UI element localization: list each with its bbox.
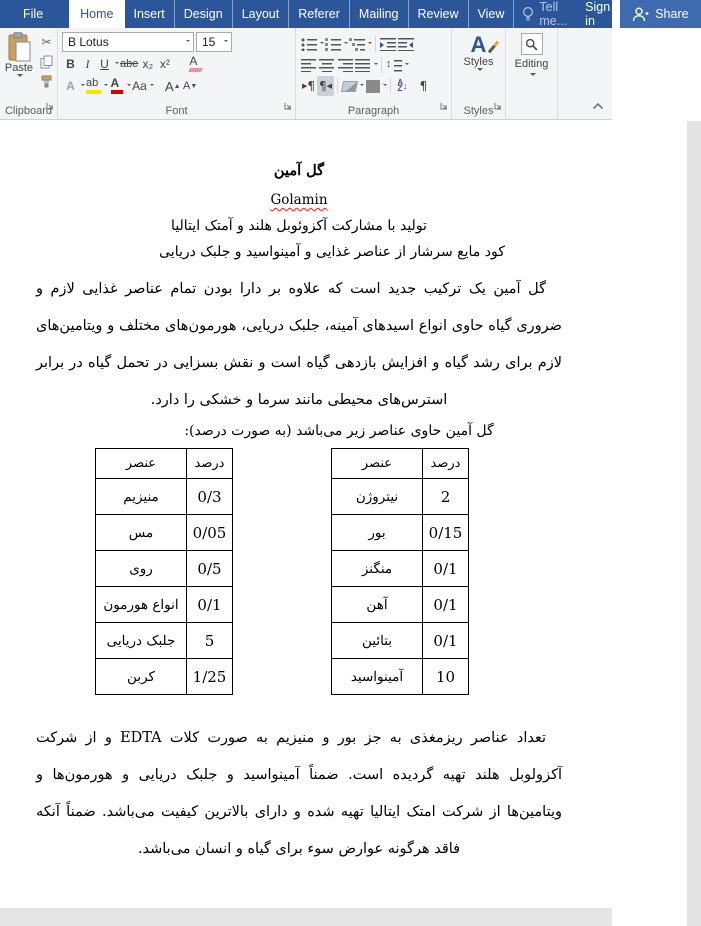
- bold-button[interactable]: B: [66, 57, 75, 71]
- percent-cell[interactable]: 0/1: [423, 551, 469, 587]
- percent-cell[interactable]: 0/15: [423, 515, 469, 551]
- percent-header[interactable]: درصد: [423, 449, 469, 479]
- element-cell[interactable]: بتائین: [332, 623, 423, 659]
- italic-button[interactable]: I: [85, 56, 90, 71]
- tell-me-box[interactable]: [514, 0, 575, 28]
- tab-review[interactable]: Review: [409, 0, 469, 28]
- table-row: [332, 623, 469, 659]
- paste-button[interactable]: [3, 32, 35, 94]
- tab-insert[interactable]: Insert: [125, 0, 175, 28]
- element-cell[interactable]: آمینواسید: [332, 659, 423, 695]
- line-spacing-dropdown-arrow[interactable]: [405, 63, 409, 67]
- element-tables: [19, 448, 545, 695]
- align-left-icon: [301, 59, 317, 72]
- text-effects-button[interactable]: A: [66, 79, 75, 93]
- table-row: [332, 515, 469, 551]
- clipboard-dialog-launcher[interactable]: [46, 97, 54, 115]
- sign-in-button[interactable]: Sign in: [585, 0, 611, 28]
- copy-button[interactable]: [38, 52, 55, 71]
- borders-icon: [366, 80, 380, 93]
- multilevel-dropdown-arrow[interactable]: [368, 42, 372, 46]
- tell-me-label: Tell me...: [539, 0, 568, 28]
- vertical-scrollbar[interactable]: [687, 121, 701, 926]
- tab-references[interactable]: Referer: [289, 0, 350, 28]
- element-cell[interactable]: انواع هورمون: [96, 587, 187, 623]
- shading-button[interactable]: [341, 76, 358, 96]
- share-person-icon: [632, 7, 649, 22]
- element-cell[interactable]: روی: [96, 551, 187, 587]
- percent-cell[interactable]: 1/25: [187, 659, 233, 695]
- table-row: [96, 479, 233, 515]
- ribbon-home: [0, 28, 612, 120]
- format-painter-icon: [40, 75, 53, 88]
- shrink-font-button[interactable]: A ▼: [182, 80, 198, 92]
- tab-file[interactable]: File: [23, 7, 44, 21]
- percent-cell[interactable]: 0/05: [187, 515, 233, 551]
- strikethrough-button[interactable]: abe: [120, 58, 139, 70]
- change-case-button[interactable]: Aa: [132, 79, 147, 93]
- styles-group: [452, 28, 506, 119]
- element-cell[interactable]: منیزیم: [96, 479, 187, 515]
- font-name-dropdown-arrow[interactable]: [186, 40, 190, 44]
- font-group-label: Font: [165, 105, 188, 117]
- tab-mailings[interactable]: Mailing: [350, 0, 409, 28]
- format-painter-button[interactable]: [38, 72, 55, 91]
- align-right-button[interactable]: [336, 55, 354, 75]
- styles-dialog-launcher[interactable]: [494, 97, 502, 115]
- table-row: [96, 587, 233, 623]
- search-icon: [521, 33, 543, 55]
- styles-dropdown-arrow[interactable]: [477, 68, 483, 74]
- doc-partnership-line[interactable]: تولید با مشارکت آکزوئوبل هلند و آمتک ایتالیا: [171, 218, 427, 234]
- element-cell[interactable]: بور: [332, 515, 423, 551]
- table-row: [332, 479, 469, 515]
- eraser-icon: A: [189, 56, 202, 72]
- share-label: Share: [655, 7, 689, 21]
- element-header[interactable]: عنصر: [332, 449, 423, 479]
- doc-description-line[interactable]: کود مایع سرشار از عناصر غذایی و آمینواسید و جلبک دریایی: [159, 244, 505, 260]
- paragraph-group-label: Paragraph: [347, 105, 400, 117]
- percent-cell[interactable]: 2: [423, 479, 469, 515]
- highlight-icon: ab: [86, 78, 101, 94]
- paste-dropdown-arrow[interactable]: [17, 74, 23, 80]
- page-bottom-gap: [0, 908, 612, 926]
- doc-latin-subtitle[interactable]: Golamin: [270, 192, 328, 208]
- rtl-arrow-icon: ◀: [326, 83, 333, 90]
- styles-label: Styles: [463, 56, 494, 68]
- percent-cell[interactable]: 0/3: [187, 479, 233, 515]
- font-name-value: B Lotus: [68, 35, 109, 49]
- line-spacing-icon: [386, 59, 402, 72]
- percent-cell[interactable]: 10: [423, 659, 469, 695]
- clear-formatting-button[interactable]: [187, 54, 204, 74]
- editing-button[interactable]: [506, 33, 557, 79]
- copy-icon: [40, 55, 53, 69]
- tab-layout[interactable]: Layout: [233, 0, 290, 28]
- font-size-combobox[interactable]: [196, 32, 232, 52]
- align-center-icon: [319, 59, 335, 72]
- percent-cell[interactable]: 0/5: [187, 551, 233, 587]
- change-case-dropdown-arrow[interactable]: [150, 84, 154, 88]
- justify-icon: [355, 59, 371, 72]
- doc-title[interactable]: گل آمین: [273, 162, 325, 179]
- font-size-value: 15: [202, 35, 216, 49]
- cut-button[interactable]: [38, 32, 55, 51]
- document-content: [0, 120, 598, 868]
- multilevel-list-icon: [349, 38, 365, 51]
- element-cell[interactable]: جلبک دریایی: [96, 623, 187, 659]
- align-center-button[interactable]: [318, 55, 336, 75]
- editing-label: Editing: [514, 58, 549, 70]
- multilevel-list-button[interactable]: [348, 34, 366, 54]
- element-cell[interactable]: نیتروژن: [332, 479, 423, 515]
- doc-footer-paragraph[interactable]: تعداد عناصر ریزمغذی به جز بور و منیزیم به صورت کلات EDTA و از شرکت آکزولوبل هلند تهیه گردیده است. ضمناً آمینواسید و جلبک دریایی و هورمون‌ها و ویتامین‌ها از شرکت امتک ایتالیا تهیه شده و دارای بالاترین کیفیت می‌باشد. ضمناً آنکه فاقد هرگونه عوارض سوء برای گیاه و انسان می‌باشد.: [36, 730, 562, 857]
- collapse-ribbon-button[interactable]: [592, 97, 604, 115]
- bullets-icon: [301, 38, 317, 51]
- ribbon-empty-area: [558, 28, 612, 119]
- increase-indent-button[interactable]: [397, 34, 415, 54]
- font-size-dropdown-arrow[interactable]: [224, 40, 228, 44]
- table-row: [96, 659, 233, 695]
- ltr-direction-button[interactable]: ▶ ¶: [301, 79, 316, 93]
- elements-table-left: [95, 448, 233, 695]
- table-row: [332, 587, 469, 623]
- element-cell[interactable]: مس: [96, 515, 187, 551]
- share-button[interactable]: [620, 0, 700, 28]
- tab-view[interactable]: View: [469, 0, 515, 28]
- percent-cell[interactable]: 5: [187, 623, 233, 659]
- align-left-button[interactable]: [300, 55, 318, 75]
- table-row: [332, 551, 469, 587]
- table-row: [96, 551, 233, 587]
- styles-icon: A: [471, 34, 487, 56]
- element-header[interactable]: عنصر: [96, 449, 187, 479]
- sort-icon: A Z: [397, 77, 404, 93]
- table-header-row: [332, 449, 469, 479]
- down-arrow-icon: ▼: [190, 82, 198, 90]
- numbering-button[interactable]: [324, 34, 342, 54]
- scissors-icon: ✂: [41, 34, 52, 49]
- underline-button[interactable]: U: [100, 57, 109, 71]
- table-row: [332, 659, 469, 695]
- font-color-button[interactable]: [108, 76, 125, 96]
- shading-bucket-icon: [341, 81, 358, 92]
- document-page[interactable]: [0, 120, 598, 908]
- font-color-icon: A: [111, 78, 123, 94]
- table-row: [96, 623, 233, 659]
- show-formatting-button[interactable]: ¶: [419, 79, 428, 93]
- ltr-arrow-icon: ▶: [301, 83, 308, 90]
- align-right-icon: [337, 59, 353, 72]
- highlight-button[interactable]: [85, 76, 102, 96]
- paste-clipboard-icon: [7, 32, 31, 62]
- percent-cell[interactable]: 0/1: [187, 587, 233, 623]
- justify-dropdown-arrow[interactable]: [374, 63, 378, 67]
- font-name-combobox[interactable]: [62, 32, 194, 52]
- borders-button[interactable]: [364, 76, 381, 96]
- paragraph-group: [296, 28, 452, 119]
- percent-cell[interactable]: 0/1: [423, 587, 469, 623]
- editing-dropdown-arrow[interactable]: [530, 73, 536, 79]
- ribbon-tab-bar: [0, 0, 689, 28]
- clipboard-group-label: Clipboard: [4, 105, 53, 117]
- superscript-button[interactable]: x²: [159, 57, 170, 71]
- tab-home[interactable]: Home: [69, 0, 124, 28]
- styles-button[interactable]: [452, 34, 505, 74]
- up-arrow-icon: ▲: [173, 82, 181, 90]
- doc-elements-intro[interactable]: گل آمین حاوی عناصر زیر می‌باشد (به صورت درصد):: [184, 423, 494, 439]
- font-dialog-launcher[interactable]: [284, 97, 292, 115]
- paragraph-dialog-launcher[interactable]: [440, 97, 448, 115]
- paste-label: Paste: [4, 62, 34, 74]
- element-cell[interactable]: کربن: [96, 659, 187, 695]
- bullets-button[interactable]: [300, 34, 318, 54]
- font-group: [58, 28, 296, 119]
- doc-main-paragraph[interactable]: گل آمین یک ترکیب جدید است که علاوه بر دارا بودن تمام عناصر غذایی لازم و ضروری گیاه حاوی انواع اسیدهای آمینه، جلبک دریایی، هورمون‌های مختلف و ویتامین‌های لازم برای رشد گیاه و افزایش بازدهی گیاه است و نقش بسزایی در تحمل گیاه در برابر استرس‌های محیطی مانند سرما و خشکی را دارد.: [36, 281, 562, 408]
- styles-group-label: Styles: [463, 105, 494, 117]
- percent-header[interactable]: درصد: [187, 449, 233, 479]
- line-spacing-button[interactable]: [385, 55, 403, 75]
- elements-table-right: [331, 448, 469, 695]
- tab-design[interactable]: Design: [175, 0, 233, 28]
- element-cell[interactable]: منگنز: [332, 551, 423, 587]
- percent-cell[interactable]: 0/1: [423, 623, 469, 659]
- numbering-icon: [325, 38, 341, 51]
- rtl-direction-button[interactable]: ¶ ◀: [317, 76, 334, 96]
- increase-indent-icon: [398, 38, 414, 51]
- grow-font-button[interactable]: A ▲: [165, 78, 181, 94]
- subscript-button[interactable]: x₂: [142, 57, 154, 71]
- sort-down-arrow: ↓: [403, 81, 408, 91]
- decrease-indent-button[interactable]: [379, 34, 397, 54]
- editing-group: [506, 28, 558, 119]
- table-row: [96, 515, 233, 551]
- clipboard-group: [0, 28, 58, 119]
- decrease-indent-icon: [380, 38, 396, 51]
- table-header-row: [96, 449, 233, 479]
- lightbulb-icon: [522, 6, 534, 22]
- sort-button[interactable]: [394, 76, 411, 96]
- justify-button[interactable]: [354, 55, 372, 75]
- borders-dropdown-arrow[interactable]: [383, 84, 387, 88]
- element-cell[interactable]: آهن: [332, 587, 423, 623]
